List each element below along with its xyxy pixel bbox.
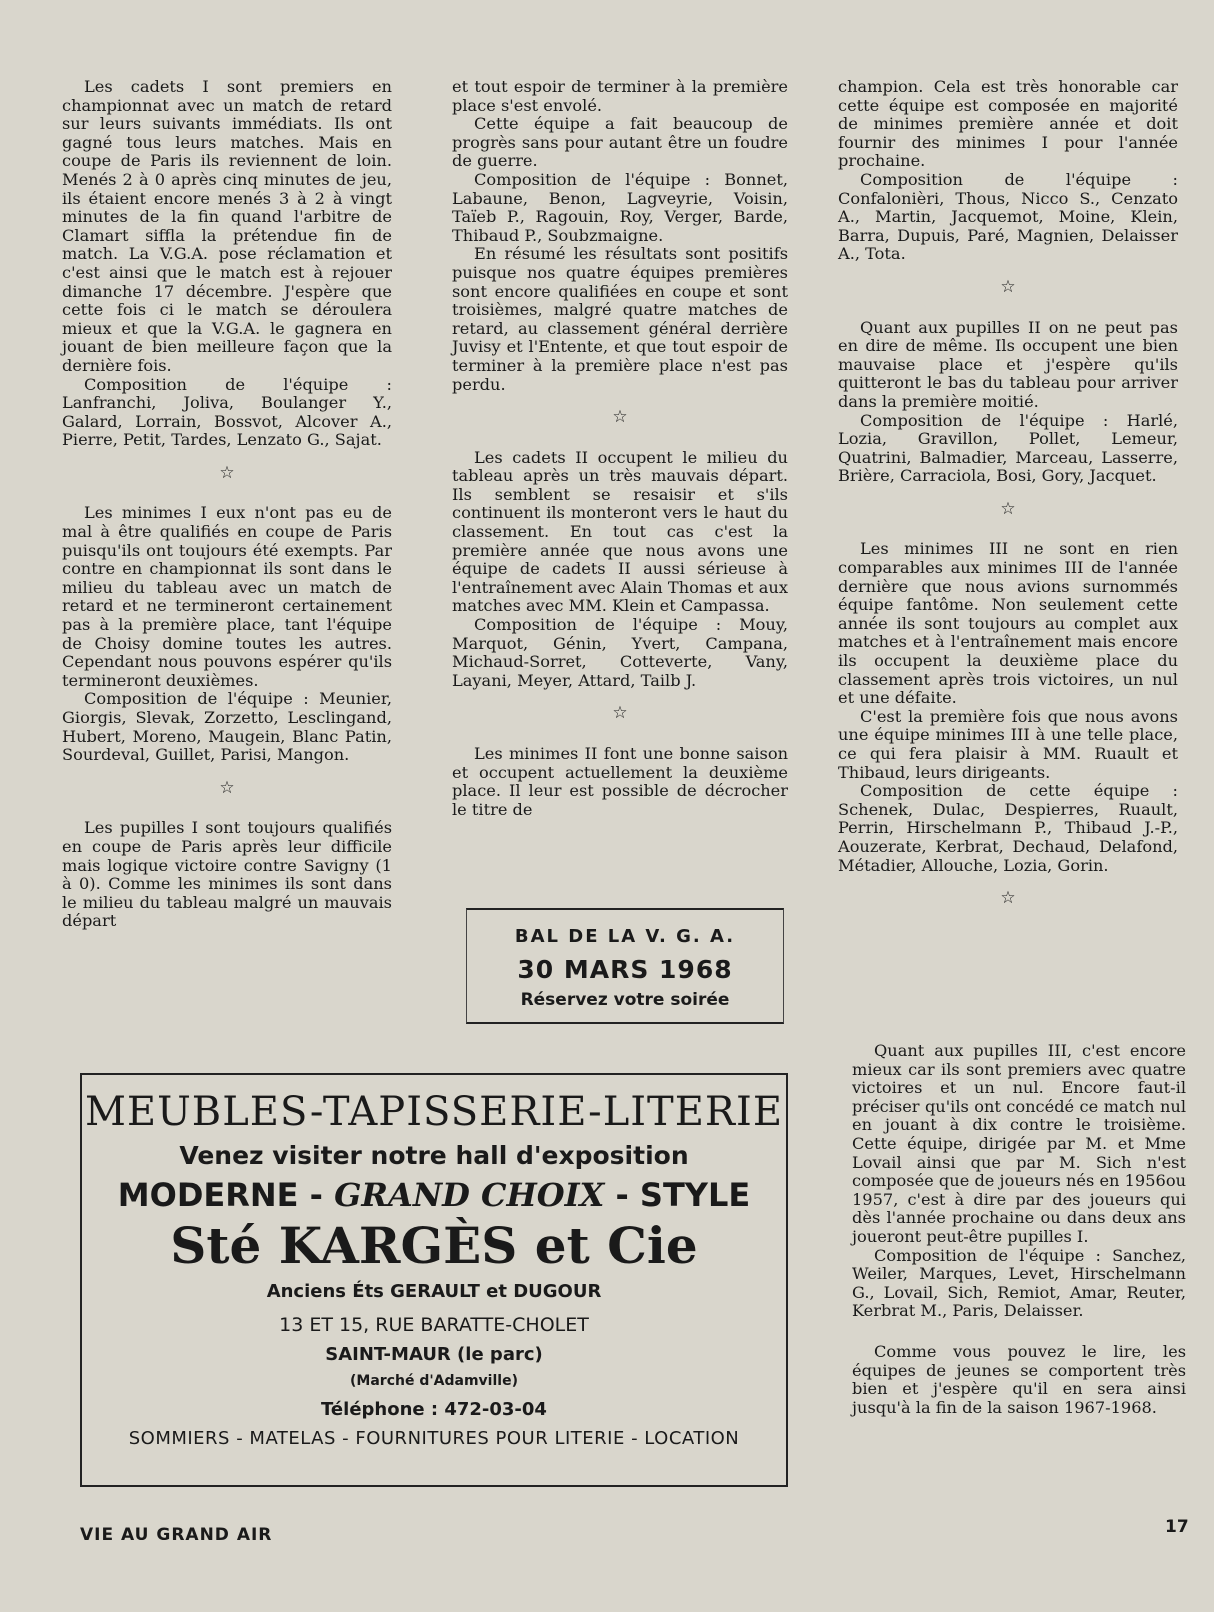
bal-reserve: Réservez votre soirée [520, 990, 730, 1010]
composition-cadets-2: Composition de l'équipe : Mouy, Marquot, Génin, Yvert, Campana, Michaud-Sorret, Cotteverte, Vany, Layani, Meyer, Attard, Tailb J. [452, 615, 788, 690]
composition-cadets-1: Composition de l'équipe : Lanfranchi, Joliva, Boulanger Y., Galard, Lorrain, Bossvot, Alcover A., Pierre, Petit, Tardes, Lenzato G., Sajat. [62, 374, 392, 450]
ad-former-owners: Anciens Éts GERAULT et DUGOUR [266, 1281, 602, 1302]
bal-announcement-box [466, 908, 784, 1024]
column-2 [452, 78, 788, 819]
ad-style-line [82, 1176, 786, 1214]
bal-title: BAL DE LA V. G. A. [514, 926, 736, 947]
ad-visit-line: Venez visiter notre hall d'exposition [179, 1141, 689, 1170]
ad-market: (Marché d'Adamville) [350, 1373, 518, 1389]
composition-pupilles-2: Composition de l'équipe : Harlé, Lozia, Gravillon, Pollet, Lemeur, Quatrini, Balmadier, Marceau, Lasserre, Brière, Carraciola, Bosi, Gory, Jacquet. [838, 410, 1178, 486]
ad-address: 13 ET 15, RUE BARATTE-CHOLET [279, 1314, 589, 1336]
paragraph-pupilles-1: Les pupilles I sont toujours qualifiés en coupe de Paris après leur difficile mais logique victoire contre Savigny (1 à 0). Comme les minimes ils sont dans le milieu du tableau malgré un mauvais départ [62, 818, 392, 931]
ad-phone: Téléphone : 472-03-04 [321, 1399, 547, 1420]
page-number: 17 [1165, 1517, 1189, 1537]
ad-products: SOMMIERS - MATELAS - FOURNITURES POUR LITERIE - LOCATION [128, 1428, 740, 1449]
magazine-name: VIE AU GRAND AIR [80, 1525, 273, 1545]
star-separator: ☆ [1000, 498, 1016, 519]
star-separator: ☆ [612, 407, 628, 428]
star-separator: ☆ [1000, 276, 1016, 297]
furniture-advertisement [80, 1073, 788, 1487]
ad-headline: MEUBLES-TAPISSERIE-LITERIE [84, 1089, 784, 1135]
column-1 [62, 78, 392, 931]
paragraph-continuation: et tout espoir de terminer à la première place s'est envolé. [452, 77, 788, 115]
composition-pupilles-1: Composition de l'équipe : Bonnet, Labaune, Benon, Lagveyrie, Voisin, Taïeb P., Ragouin, Roy, Verger, Barde, Thibaud P., Soubzmaigne. [452, 169, 788, 245]
paragraph-minimes-2: Les minimes II font une bonne saison et occupent actuellement la deuxième place. Il leur est possible de décrocher le titre de [452, 744, 788, 819]
composition-pupilles-3: Composition de l'équipe : Sanchez, Weiler, Marques, Levet, Hirschelmann G., Lovail, Sich, Remiot, Amar, Reuter, Kerbrat M., Paris, Delaisser. [852, 1245, 1186, 1321]
composition-minimes-1: Composition de l'équipe : Meunier, Giorgis, Slevak, Zorzetto, Lesclingand, Hubert, Moreno, Maugein, Blanc Patin, Sourdeval, Guillet, Parisi, Mangon. [62, 689, 392, 765]
star-separator: ☆ [612, 703, 628, 724]
paragraph-minimes-3-place: C'est la première fois que nous avons une équipe minimes III à une telle place, ce qui fera plaisir à MM. Ruault et Thibaud, leurs dirigeants. [838, 706, 1178, 782]
paragraph-pupilles-2: Quant aux pupilles II on ne peut pas en dire de même. Ils occupent une bien mauvaise place et j'espère qu'ils quitteront le bas du tableau pour arriver dans la première moitié. [838, 317, 1178, 411]
paragraph-minimes-3: Les minimes III ne sont en rien comparables aux minimes III de l'année dernière que nous avions surnommés équipe fantôme. Non seulement cette année ils sont toujours au complet aux matches et à l'entraînement mais encore ils occupent la deuxième place du classement après trois victoires, un nul et une défaite. [838, 539, 1178, 708]
column-3 [838, 78, 1178, 930]
paragraph-champion: champion. Cela est très honorable car cette équipe est composée en majorité de minimes première année et doit fournir des minimes I pour l'année prochaine. [838, 77, 1178, 171]
paragraph-summary: En résumé les résultats sont positifs puisque nos quatre équipes premières sont encore qualifiées en coupe et sont troisièmes, malgré quatre matches de retard, au classement général derrière Juvisy et l'Entente, et que tout espoir de terminer à la première place n'est pas perdu. [452, 244, 788, 394]
ad-city: SAINT-MAUR (le parc) [325, 1344, 543, 1365]
composition-minimes-3: Composition de cette équipe : Schenek, Dulac, Despierres, Ruault, Perrin, Hirschelmann P., Thibaud J.-P., Aouzerate, Kerbrat, Dechaud, Delafond, Métadier, Allouche, Lozia, Gorin. [838, 781, 1178, 875]
paragraph-cadets-2: Les cadets II occupent le milieu du tableau après un très mauvais départ. Ils semblent se resaisir et s'ils continuent ils monteront vers le haut du classement. En tout cas c'est la première année que nous avons une équipe de cadets II aussi sérieuse à l'entraînement avec Alain Thomas et aux matches avec MM. Klein et Campassa. [452, 447, 788, 616]
paragraph-conclusion: Comme vous pouvez le lire, les équipes de jeunes se comportent très bien et j'espère qu'il en sera ainsi jusqu'à la fin de la saison 1967-1968. [852, 1341, 1186, 1417]
ad-style-grand-choix: GRAND CHOIX [334, 1176, 605, 1214]
paragraph-cadets-1: Les cadets I sont premiers en championnat avec un match de retard sur leurs suivants immédiats. Ils ont gagné tous leurs matches. Mais en coupe de Paris ils reviennent de loin. Menés 2 à 0 après cinq minutes de jeu, ils étaient encore menés 3 à 2 à vingt minutes de la fin quand l'arbitre de Clamart siffla la prétendue fin de match. La V.G.A. pose réclamation et c'est ainsi que le match est à rejouer dimanche 17 décembre. J'espère que cette fois ci le match se déroulera mieux et que la V.G.A. le gagnera en jouant de bien meilleure façon que la dernière fois. [62, 77, 392, 375]
composition-minimes-2: Composition de l'équipe : Confalonièri, Thous, Nicco S., Cenzato A., Martin, Jacquemot, Moine, Klein, Barra, Dupuis, Paré, Magnien, Delaisser A., Tota. [838, 169, 1178, 264]
paragraph-progress: Cette équipe a fait beaucoup de progrès sans pour autant être un foudre de guerre. [452, 114, 788, 171]
star-separator: ☆ [219, 777, 235, 798]
column-3-bottom [852, 1042, 1186, 1417]
star-separator: ☆ [219, 462, 235, 483]
bal-date: 30 MARS 1968 [517, 955, 733, 984]
ad-style-style: - STYLE [604, 1176, 751, 1214]
paragraph-minimes-1: Les minimes I eux n'ont pas eu de mal à être qualifiés en coupe de Paris puisqu'ils ont toujours été exempts. Par contre en championnat ils sont dans le milieu du tableau avec un match de retard et ne termineront certainement pas à la première place, tant l'équipe de Choisy domine toutes les autres. Cependant nous pouvons espérer qu'ils termineront deuxièmes. [62, 503, 392, 690]
star-separator: ☆ [1000, 888, 1016, 909]
ad-company-name: Sté KARGÈS et Cie [170, 1216, 698, 1275]
paragraph-pupilles-3: Quant aux pupilles III, c'est encore mieux car ils sont premiers avec quatre victoires et un nul. Encore faut-il préciser qu'ils ont concédé ce match nul en jouant à dix contre le troisième. Cette équipe, dirigée par M. et Mme Lovail ainsi que par M. Sich n'est composée que de joueurs nés en 1956ou 1957, c'est à dire par des joueurs qui dès l'année prochaine ou dans deux ans joueront peut-être pupilles I. [852, 1041, 1186, 1246]
ad-style-moderne: MODERNE - [117, 1176, 335, 1214]
